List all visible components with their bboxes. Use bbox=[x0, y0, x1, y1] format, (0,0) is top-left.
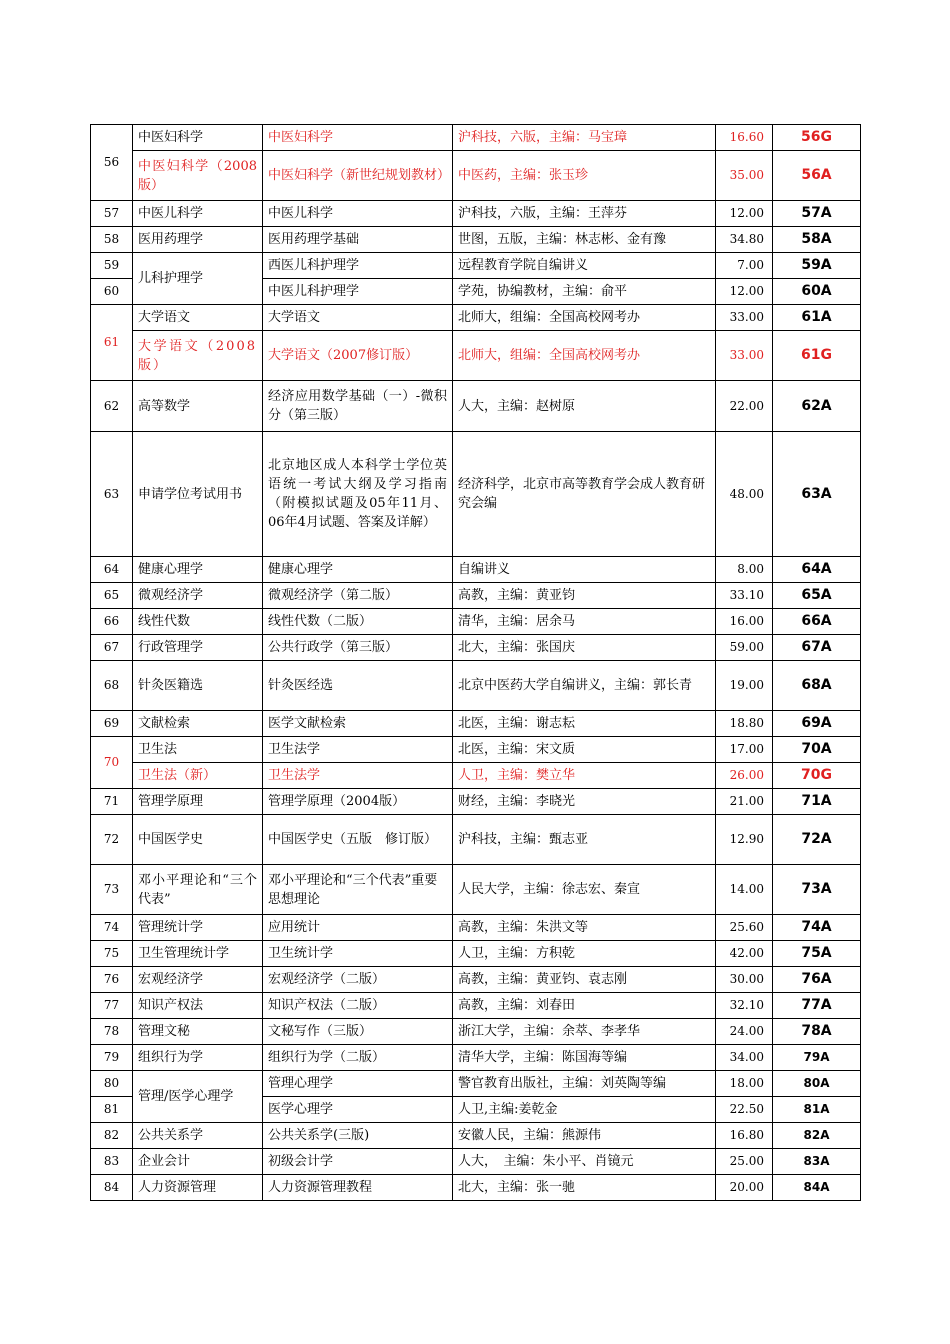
row-number: 76 bbox=[91, 967, 133, 993]
publisher-info: 北医，主编：宋文质 bbox=[453, 737, 716, 763]
publisher-info: 北京中医药大学自编讲义，主编：郭长青 bbox=[453, 661, 716, 711]
course-name: 人力资源管理 bbox=[133, 1175, 263, 1201]
row-number: 71 bbox=[91, 789, 133, 815]
publisher-info: 安徽人民，主编：熊源伟 bbox=[453, 1123, 716, 1149]
publisher-info: 北师大，组编：全国高校网考办 bbox=[453, 305, 716, 331]
price: 12.00 bbox=[716, 201, 773, 227]
course-code: 75A bbox=[773, 941, 861, 967]
book-title: 微观经济学（第二版） bbox=[263, 583, 453, 609]
course-name: 管理学原理 bbox=[133, 789, 263, 815]
publisher-info: 人卫，主编：方积乾 bbox=[453, 941, 716, 967]
course-code: 60A bbox=[773, 279, 861, 305]
course-code: 73A bbox=[773, 865, 861, 915]
row-number: 65 bbox=[91, 583, 133, 609]
course-name: 企业会计 bbox=[133, 1149, 263, 1175]
price: 33.10 bbox=[716, 583, 773, 609]
course-code: 70G bbox=[773, 763, 861, 789]
table-row bbox=[91, 1149, 861, 1175]
price: 48.00 bbox=[716, 432, 773, 557]
publisher-info: 警官教育出版社，主编：刘英陶等编 bbox=[453, 1071, 716, 1097]
table-row bbox=[91, 865, 861, 915]
price: 16.60 bbox=[716, 125, 773, 151]
table-row bbox=[91, 227, 861, 253]
course-code: 83A bbox=[773, 1149, 861, 1175]
course-code: 58A bbox=[773, 227, 861, 253]
row-number: 68 bbox=[91, 661, 133, 711]
course-name: 中国医学史 bbox=[133, 815, 263, 865]
publisher-info: 远程教育学院自编讲义 bbox=[453, 253, 716, 279]
table-row bbox=[91, 1175, 861, 1201]
publisher-info: 沪科技，六版，主编：马宝璋 bbox=[453, 125, 716, 151]
price: 14.00 bbox=[716, 865, 773, 915]
table-row bbox=[91, 941, 861, 967]
row-number: 59 bbox=[91, 253, 133, 279]
course-code: 78A bbox=[773, 1019, 861, 1045]
course-code: 67A bbox=[773, 635, 861, 661]
row-number: 80 bbox=[91, 1071, 133, 1097]
course-code: 84A bbox=[773, 1175, 861, 1201]
course-code: 74A bbox=[773, 915, 861, 941]
row-number: 75 bbox=[91, 941, 133, 967]
row-number: 69 bbox=[91, 711, 133, 737]
publisher-info: 中医药，主编：张玉珍 bbox=[453, 151, 716, 201]
book-title: 初级会计学 bbox=[263, 1149, 453, 1175]
table-row bbox=[91, 661, 861, 711]
book-title: 医用药理学基础 bbox=[263, 227, 453, 253]
publisher-info: 沪科技，六版，主编：王萍芬 bbox=[453, 201, 716, 227]
course-name: 健康心理学 bbox=[133, 557, 263, 583]
row-number: 60 bbox=[91, 279, 133, 305]
course-name: 中医儿科学 bbox=[133, 201, 263, 227]
row-number: 70 bbox=[91, 737, 133, 789]
book-title: 人力资源管理教程 bbox=[263, 1175, 453, 1201]
price: 20.00 bbox=[716, 1175, 773, 1201]
price: 33.00 bbox=[716, 331, 773, 381]
course-code: 80A bbox=[773, 1071, 861, 1097]
book-title: 北京地区成人本科学士学位英语统一考试大纲及学习指南（附模拟试题及05年11月、06年4月试题、答案及详解） bbox=[263, 432, 453, 557]
book-title: 管理心理学 bbox=[263, 1071, 453, 1097]
book-title: 线性代数（二版） bbox=[263, 609, 453, 635]
course-name: 高等数学 bbox=[133, 381, 263, 432]
table-row bbox=[91, 1045, 861, 1071]
row-number: 78 bbox=[91, 1019, 133, 1045]
row-number: 81 bbox=[91, 1097, 133, 1123]
table-row bbox=[91, 609, 861, 635]
book-title: 中医妇科学 bbox=[263, 125, 453, 151]
course-name: 文献检索 bbox=[133, 711, 263, 737]
price: 22.00 bbox=[716, 381, 773, 432]
table-row bbox=[91, 1019, 861, 1045]
course-code: 56G bbox=[773, 125, 861, 151]
course-code: 71A bbox=[773, 789, 861, 815]
course-name: 儿科护理学 bbox=[133, 253, 263, 305]
table-row bbox=[91, 151, 861, 201]
price: 22.50 bbox=[716, 1097, 773, 1123]
book-title: 健康心理学 bbox=[263, 557, 453, 583]
price: 21.00 bbox=[716, 789, 773, 815]
row-number: 77 bbox=[91, 993, 133, 1019]
book-title: 中医妇科学（新世纪规划教材） bbox=[263, 151, 453, 201]
price: 8.00 bbox=[716, 557, 773, 583]
course-code: 69A bbox=[773, 711, 861, 737]
book-title: 大学语文（2007修订版） bbox=[263, 331, 453, 381]
table-row bbox=[91, 432, 861, 557]
publisher-info: 北医，主编：谢志耘 bbox=[453, 711, 716, 737]
table-row bbox=[91, 1071, 861, 1097]
textbook-table bbox=[90, 124, 861, 1201]
book-title: 公共行政学（第三版） bbox=[263, 635, 453, 661]
publisher-info: 浙江大学，主编：余萃、李孝华 bbox=[453, 1019, 716, 1045]
course-code: 64A bbox=[773, 557, 861, 583]
table-row bbox=[91, 201, 861, 227]
course-name: 知识产权法 bbox=[133, 993, 263, 1019]
publisher-info: 世图，五版，主编：林志彬、金有豫 bbox=[453, 227, 716, 253]
publisher-info: 财经，主编：李晓光 bbox=[453, 789, 716, 815]
publisher-info: 学苑，协编教材，主编：俞平 bbox=[453, 279, 716, 305]
row-number: 57 bbox=[91, 201, 133, 227]
course-code: 81A bbox=[773, 1097, 861, 1123]
course-name: 中医妇科学 bbox=[133, 125, 263, 151]
course-name: 卫生管理统计学 bbox=[133, 941, 263, 967]
price: 35.00 bbox=[716, 151, 773, 201]
book-title: 中医儿科护理学 bbox=[263, 279, 453, 305]
publisher-info: 人卫,主编:姜乾金 bbox=[453, 1097, 716, 1123]
price: 59.00 bbox=[716, 635, 773, 661]
course-name: 邓小平理论和“三个代表” bbox=[133, 865, 263, 915]
course-name: 管理/医学心理学 bbox=[133, 1071, 263, 1123]
table-row bbox=[91, 915, 861, 941]
book-title: 中医儿科学 bbox=[263, 201, 453, 227]
book-title: 大学语文 bbox=[263, 305, 453, 331]
price: 33.00 bbox=[716, 305, 773, 331]
publisher-info: 高教，主编：黄亚钧、袁志刚 bbox=[453, 967, 716, 993]
book-title: 组织行为学（二版） bbox=[263, 1045, 453, 1071]
course-code: 61A bbox=[773, 305, 861, 331]
price: 32.10 bbox=[716, 993, 773, 1019]
row-number: 73 bbox=[91, 865, 133, 915]
table-row bbox=[91, 331, 861, 381]
publisher-info: 北大，主编：张一驰 bbox=[453, 1175, 716, 1201]
course-name: 线性代数 bbox=[133, 609, 263, 635]
table-row bbox=[91, 635, 861, 661]
course-name: 大学语文（2008版） bbox=[133, 331, 263, 381]
price: 34.80 bbox=[716, 227, 773, 253]
book-title: 公共关系学(三版) bbox=[263, 1123, 453, 1149]
row-number: 63 bbox=[91, 432, 133, 557]
course-name: 微观经济学 bbox=[133, 583, 263, 609]
publisher-info: 高教，主编：黄亚钧 bbox=[453, 583, 716, 609]
course-name: 医用药理学 bbox=[133, 227, 263, 253]
book-title: 文秘写作（三版） bbox=[263, 1019, 453, 1045]
table-row bbox=[91, 711, 861, 737]
course-name: 宏观经济学 bbox=[133, 967, 263, 993]
course-name: 组织行为学 bbox=[133, 1045, 263, 1071]
price: 12.00 bbox=[716, 279, 773, 305]
course-name: 管理文秘 bbox=[133, 1019, 263, 1045]
price: 16.80 bbox=[716, 1123, 773, 1149]
price: 18.00 bbox=[716, 1071, 773, 1097]
course-code: 82A bbox=[773, 1123, 861, 1149]
price: 12.90 bbox=[716, 815, 773, 865]
book-title: 中国医学史（五版 修订版） bbox=[263, 815, 453, 865]
table-row bbox=[91, 763, 861, 789]
book-title: 宏观经济学（二版） bbox=[263, 967, 453, 993]
course-code: 63A bbox=[773, 432, 861, 557]
course-code: 56A bbox=[773, 151, 861, 201]
course-code: 68A bbox=[773, 661, 861, 711]
book-title: 应用统计 bbox=[263, 915, 453, 941]
course-name: 卫生法（新） bbox=[133, 763, 263, 789]
course-name: 公共关系学 bbox=[133, 1123, 263, 1149]
book-title: 卫生统计学 bbox=[263, 941, 453, 967]
publisher-info: 人大，主编：赵树原 bbox=[453, 381, 716, 432]
row-number: 82 bbox=[91, 1123, 133, 1149]
book-title: 医学文献检索 bbox=[263, 711, 453, 737]
price: 42.00 bbox=[716, 941, 773, 967]
publisher-info: 沪科技，主编：甄志亚 bbox=[453, 815, 716, 865]
publisher-info: 人大， 主编：朱小平、肖镜元 bbox=[453, 1149, 716, 1175]
book-title: 知识产权法（二版） bbox=[263, 993, 453, 1019]
book-title: 管理学原理（2004版） bbox=[263, 789, 453, 815]
table-row bbox=[91, 125, 861, 151]
table-row bbox=[91, 737, 861, 763]
course-code: 61G bbox=[773, 331, 861, 381]
row-number: 58 bbox=[91, 227, 133, 253]
course-name: 行政管理学 bbox=[133, 635, 263, 661]
book-title: 医学心理学 bbox=[263, 1097, 453, 1123]
row-number: 64 bbox=[91, 557, 133, 583]
publisher-info: 人卫，主编：樊立华 bbox=[453, 763, 716, 789]
price: 34.00 bbox=[716, 1045, 773, 1071]
course-name: 针灸医籍选 bbox=[133, 661, 263, 711]
course-code: 70A bbox=[773, 737, 861, 763]
course-code: 72A bbox=[773, 815, 861, 865]
publisher-info: 经济科学，北京市高等教育学会成人教育研究会编 bbox=[453, 432, 716, 557]
course-name: 中医妇科学（2008版） bbox=[133, 151, 263, 201]
course-code: 65A bbox=[773, 583, 861, 609]
price: 17.00 bbox=[716, 737, 773, 763]
book-title: 邓小平理论和“三个代表”重要思想理论 bbox=[263, 865, 453, 915]
course-code: 59A bbox=[773, 253, 861, 279]
price: 26.00 bbox=[716, 763, 773, 789]
course-code: 76A bbox=[773, 967, 861, 993]
row-number: 61 bbox=[91, 305, 133, 381]
publisher-info: 自编讲义 bbox=[453, 557, 716, 583]
table-row bbox=[91, 253, 861, 279]
publisher-info: 高教，主编：刘春田 bbox=[453, 993, 716, 1019]
publisher-info: 人民大学，主编：徐志宏、秦宣 bbox=[453, 865, 716, 915]
publisher-info: 北大，主编：张国庆 bbox=[453, 635, 716, 661]
publisher-info: 清华，主编：居余马 bbox=[453, 609, 716, 635]
price: 19.00 bbox=[716, 661, 773, 711]
row-number: 56 bbox=[91, 125, 133, 201]
course-name: 大学语文 bbox=[133, 305, 263, 331]
publisher-info: 高教，主编：朱洪文等 bbox=[453, 915, 716, 941]
book-title: 经济应用数学基础（一）-微积分（第三版） bbox=[263, 381, 453, 432]
table-row bbox=[91, 789, 861, 815]
table-row bbox=[91, 1123, 861, 1149]
table-row bbox=[91, 993, 861, 1019]
price: 25.60 bbox=[716, 915, 773, 941]
course-name: 管理统计学 bbox=[133, 915, 263, 941]
table-row bbox=[91, 305, 861, 331]
row-number: 66 bbox=[91, 609, 133, 635]
row-number: 83 bbox=[91, 1149, 133, 1175]
row-number: 74 bbox=[91, 915, 133, 941]
course-name: 申请学位考试用书 bbox=[133, 432, 263, 557]
row-number: 84 bbox=[91, 1175, 133, 1201]
row-number: 62 bbox=[91, 381, 133, 432]
publisher-info: 北师大，组编：全国高校网考办 bbox=[453, 331, 716, 381]
price: 7.00 bbox=[716, 253, 773, 279]
table-row bbox=[91, 583, 861, 609]
course-code: 77A bbox=[773, 993, 861, 1019]
course-code: 57A bbox=[773, 201, 861, 227]
table-row bbox=[91, 967, 861, 993]
book-title: 卫生法学 bbox=[263, 737, 453, 763]
row-number: 67 bbox=[91, 635, 133, 661]
book-title: 针灸医经选 bbox=[263, 661, 453, 711]
book-title: 卫生法学 bbox=[263, 763, 453, 789]
price: 25.00 bbox=[716, 1149, 773, 1175]
price: 24.00 bbox=[716, 1019, 773, 1045]
course-name: 卫生法 bbox=[133, 737, 263, 763]
table-row bbox=[91, 557, 861, 583]
row-number: 72 bbox=[91, 815, 133, 865]
price: 18.80 bbox=[716, 711, 773, 737]
table-row bbox=[91, 381, 861, 432]
table-row bbox=[91, 815, 861, 865]
price: 30.00 bbox=[716, 967, 773, 993]
price: 16.00 bbox=[716, 609, 773, 635]
course-code: 66A bbox=[773, 609, 861, 635]
book-title: 西医儿科护理学 bbox=[263, 253, 453, 279]
row-number: 79 bbox=[91, 1045, 133, 1071]
publisher-info: 清华大学，主编：陈国海等编 bbox=[453, 1045, 716, 1071]
course-code: 62A bbox=[773, 381, 861, 432]
course-code: 79A bbox=[773, 1045, 861, 1071]
